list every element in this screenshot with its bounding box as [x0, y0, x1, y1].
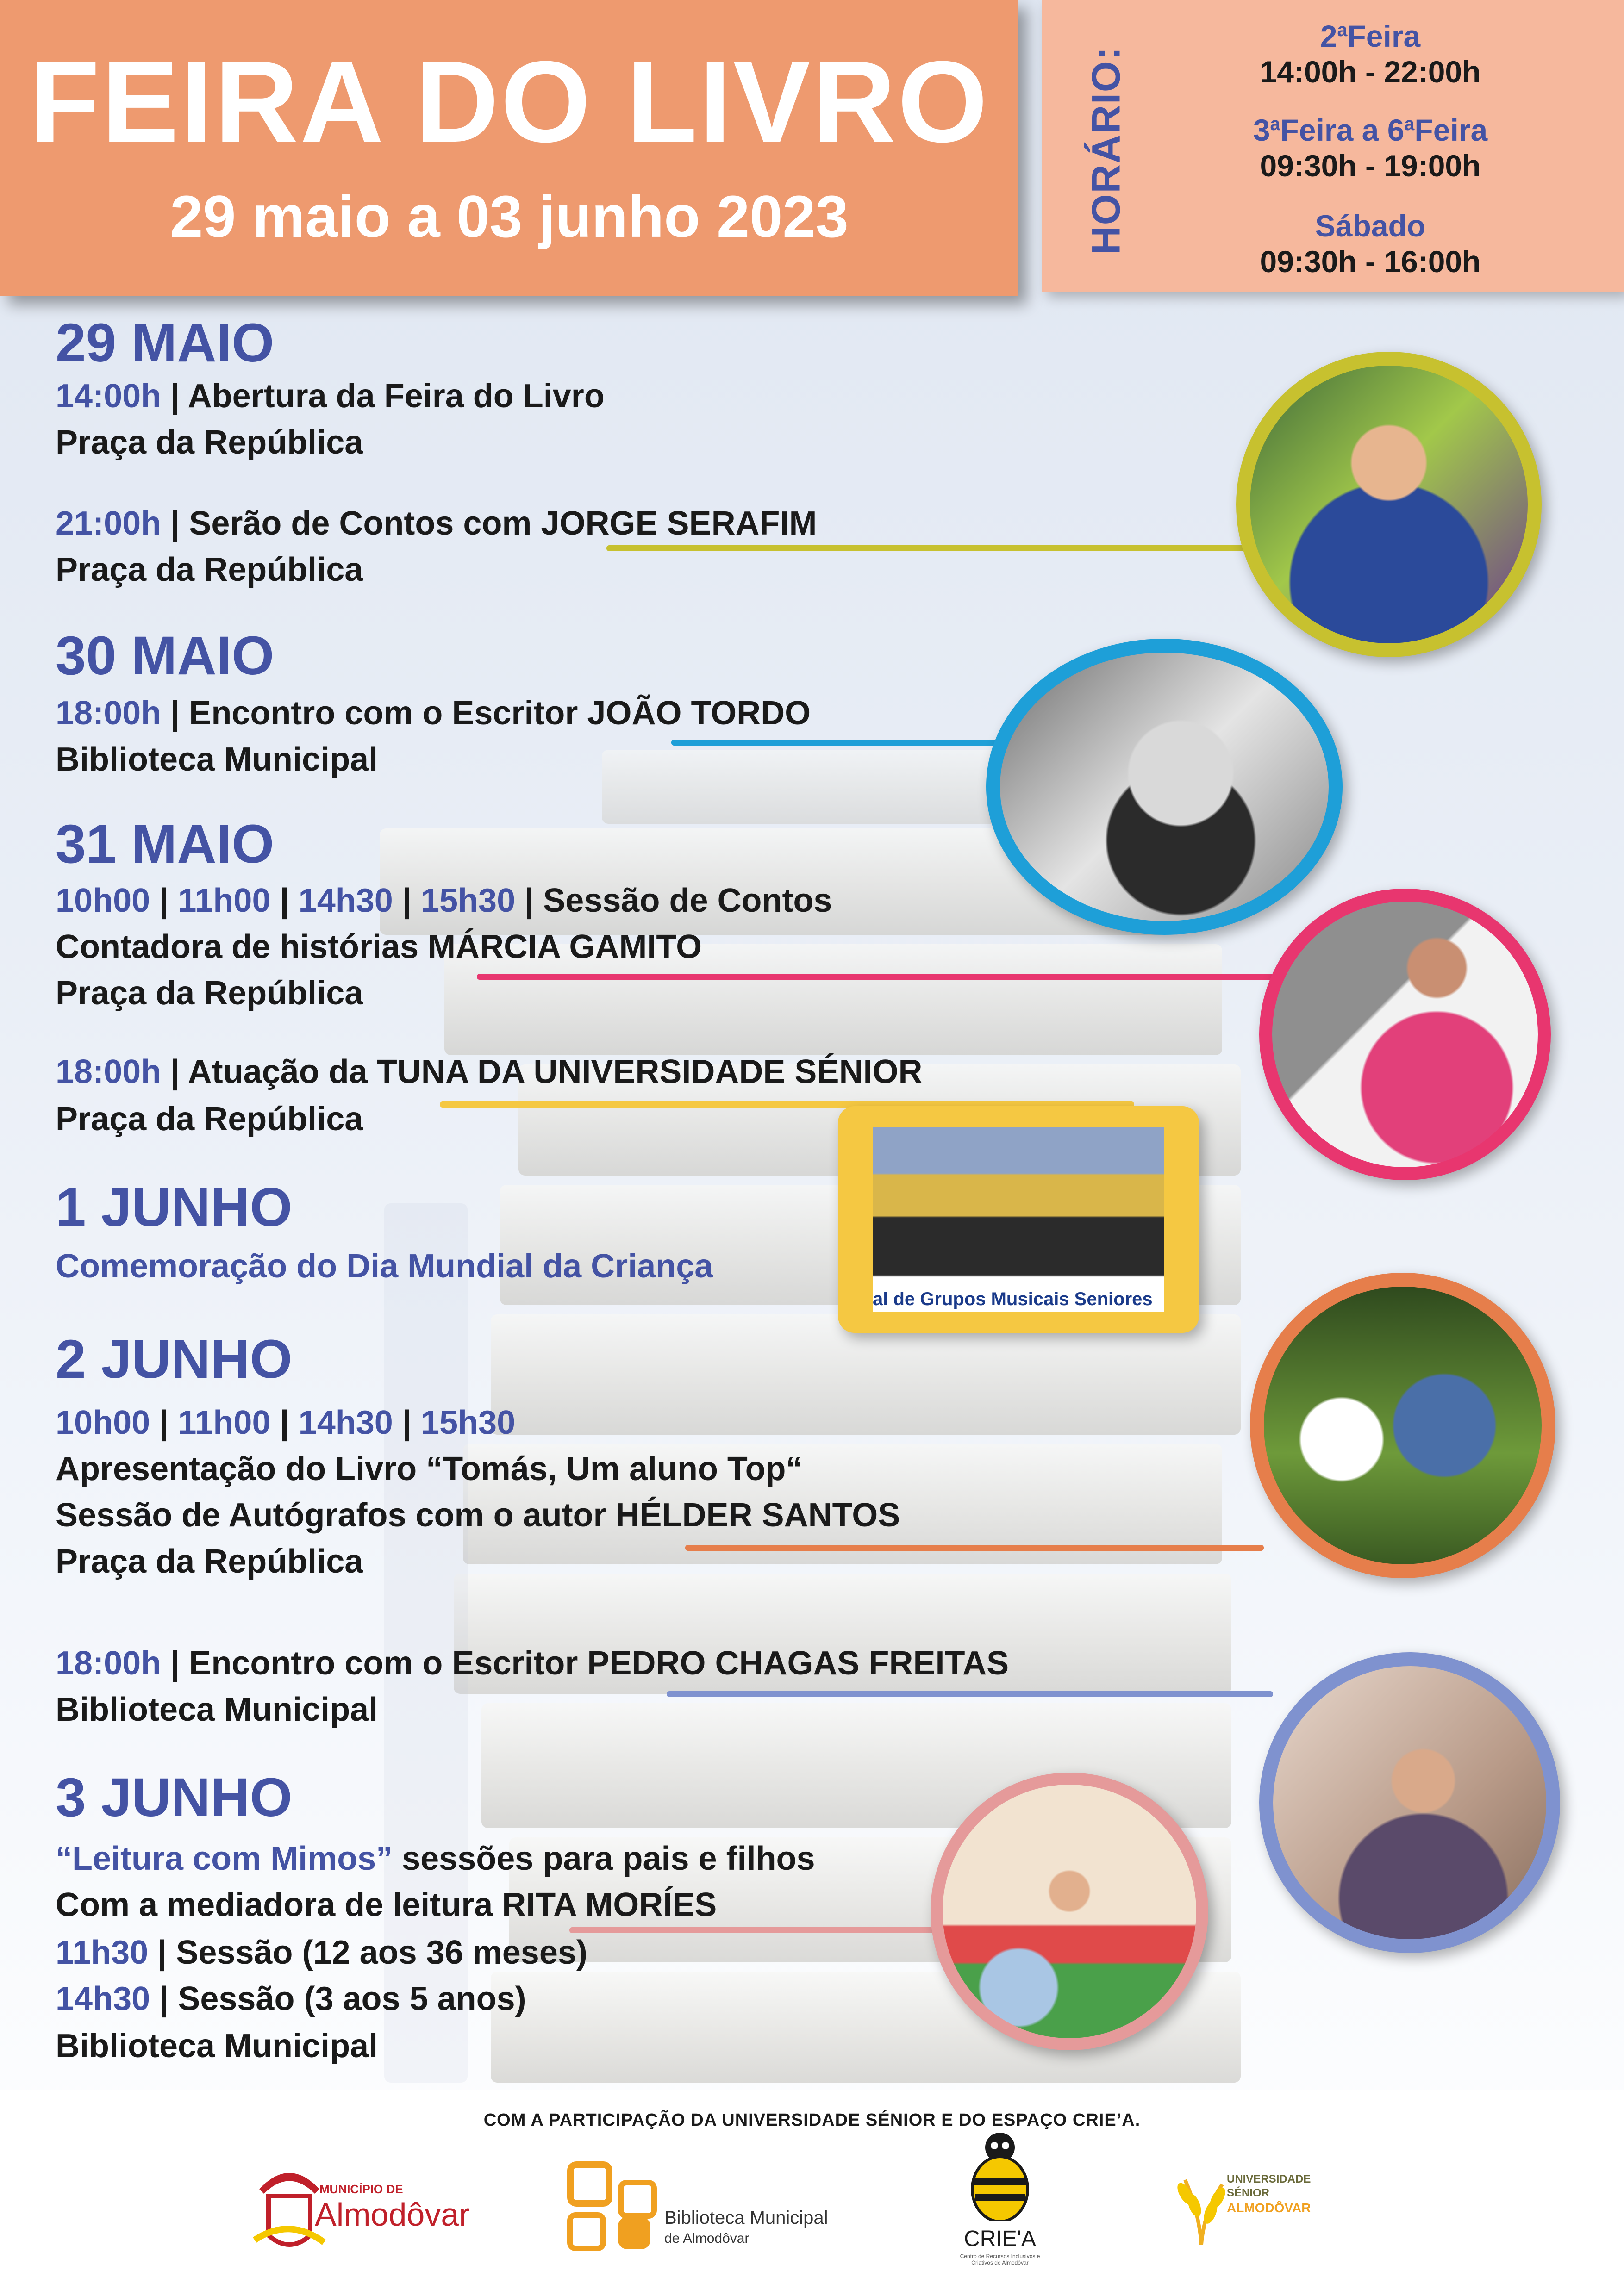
event-sessao-3-5: 14h30 | Sessão (3 aos 5 anos) [56, 1980, 526, 2017]
hours-time-saturday: 09:30h - 16:00h [1260, 244, 1481, 279]
event-rita-mories: Com a mediadora de leitura RITA MORÍES [56, 1886, 717, 1923]
connector-line-cyan [671, 740, 1032, 746]
date-29-maio: 29 MAIO [56, 312, 275, 373]
event-tuna: 18:00h | Atuação da TUNA DA UNIVERSIDADE SÉNIOR [56, 1053, 923, 1090]
photo-helder-santos [1250, 1273, 1555, 1578]
event-pedro-chagas-freitas: 18:00h | Encontro com o Escritor PEDRO CHAGAS FREITAS [56, 1645, 1009, 1682]
connector-line-olive [606, 545, 1296, 551]
hours-day-monday: 2$^a$Feira [1320, 19, 1421, 53]
connector-line-orange [685, 1545, 1264, 1551]
photo-tuna [838, 1106, 1199, 1333]
event-place: Praça da República [56, 1543, 363, 1580]
date-31-maio: 31 MAIO [56, 814, 275, 875]
event-livro-tomas: Apresentação do Livro “Tomás, Um aluno Top“ [56, 1450, 803, 1487]
hours-day-saturday: Sábado [1315, 209, 1426, 243]
hours-time-monday: 14:00h - 22:00h [1260, 55, 1481, 89]
event-dia-crianca: Comemoração do Dia Mundial da Criança [56, 1248, 713, 1285]
event-seriao-contos: 21:00h | Serão de Contos com JORGE SERAFIM [56, 505, 817, 542]
event-sessao-contos-times: 10h00 | 11h00 | 14h30 | 15h30 | Sessão de Contos [56, 882, 832, 919]
logo-biblioteca-municipal: Biblioteca Municipal de Almodôvar [567, 2157, 891, 2259]
hours-day-weekdays: 3$^a$Feira a 6$^a$Feira [1253, 113, 1488, 147]
event-place: Praça da República [56, 1101, 363, 1138]
tuna-photo-image [873, 1127, 1164, 1312]
bee-icon [958, 2129, 1042, 2221]
logo-municipio-almodovar: MUNICÍPIO DE Almodôvar [250, 2157, 463, 2259]
footer-note: COM A PARTICIPAÇÃO DA UNIVERSIDADE SÉNIOR E DO ESPAÇO CRIE’A. [483, 2110, 1141, 2130]
page-title: FEIRA DO LIVRO [29, 37, 990, 166]
connector-line-periwinkle [667, 1691, 1273, 1697]
connector-line-rose [569, 1927, 949, 1933]
event-place: Biblioteca Municipal [56, 741, 378, 778]
photo-pedro-chagas-freitas [1259, 1652, 1560, 1953]
event-helder-times: 10h00 | 11h00 | 14h30 | 15h30 [56, 1404, 516, 1441]
event-helder-santos: Sessão de Autógrafos com o autor HÉLDER SANTOS [56, 1497, 900, 1534]
event-place: Praça da República [56, 424, 363, 461]
photo-marcia-gamito [1259, 889, 1551, 1180]
event-leitura-mimos: “Leitura com Mimos” sessões para pais e filhos [56, 1840, 815, 1877]
hours-label: HORÁRIO: [1084, 46, 1129, 255]
event-place: Praça da República [56, 975, 363, 1012]
event-marcia-gamito: Contadora de histórias MÁRCIA GAMITO [56, 928, 702, 965]
date-2-junho: 2 JUNHO [56, 1329, 293, 1390]
event-place: Praça da República [56, 551, 363, 588]
event-place: Biblioteca Municipal [56, 2028, 378, 2065]
event-sessao-12-36: 11h30 | Sessão (12 aos 36 meses) [56, 1934, 587, 1971]
hours-time-weekdays: 09:30h - 19:00h [1260, 149, 1481, 183]
photo-rita-mories [931, 1773, 1208, 2050]
page-subtitle: 29 maio a 03 junho 2023 [170, 184, 849, 250]
photo-jorge-serafim [1236, 352, 1542, 657]
tuna-photo-banner: al de Grupos Musicais Seniores [873, 1287, 1164, 1312]
date-3-junho: 3 JUNHO [56, 1767, 293, 1828]
logo-universidade-senior: UNIVERSIDADE SÉNIOR ALMODÔVAR [1157, 2152, 1352, 2259]
connector-line-pink [477, 974, 1296, 980]
date-30-maio: 30 MAIO [56, 625, 275, 686]
event-abertura: 14:00h | Abertura da Feira do Livro [56, 378, 605, 415]
event-joao-tordo: 18:00h | Encontro com o Escritor JOÃO TORDO [56, 695, 811, 732]
logo-criea: CRIE'A Centro de Recursos Inclusivos e Criativos de Almodôvar [944, 2129, 1056, 2277]
date-1-junho: 1 JUNHO [56, 1177, 293, 1238]
event-place: Biblioteca Municipal [56, 1691, 378, 1728]
photo-joao-tordo [986, 639, 1343, 935]
